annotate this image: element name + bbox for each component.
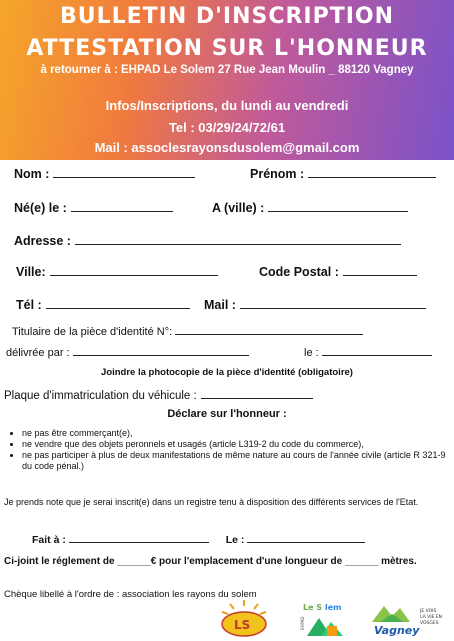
- title-line2: ATTESTATION SUR L'HONNEUR: [26, 36, 428, 61]
- cheque-note: Chèque libellé à l'ordre de : association les rayons du solem: [4, 589, 257, 600]
- phone-text: Tel : 03/29/24/72/61: [168, 120, 286, 135]
- id-number-label: Titulaire de la pièce d'identité N°:: [12, 326, 173, 338]
- ehpad-le-solem-logo: [297, 598, 352, 638]
- adresse-label: Adresse :: [14, 234, 71, 248]
- title-line1: BULLETIN D'INSCRIPTION: [59, 4, 395, 29]
- adresse-field[interactable]: [14, 233, 401, 248]
- prenom-line[interactable]: [308, 166, 436, 178]
- nom-field[interactable]: [14, 166, 195, 181]
- done-at-label: Fait à :: [32, 534, 66, 546]
- info-text: Infos/Inscriptions, du lundi au vendredi: [105, 98, 349, 113]
- code-postal-line[interactable]: [343, 264, 417, 276]
- svg-text:LA VIE EN: LA VIE EN: [420, 615, 443, 620]
- email-text: Mail : assoclesrayonsdusolem@gmail.com: [94, 140, 360, 155]
- delivered-date-line[interactable]: [322, 345, 432, 356]
- id-number-field[interactable]: [12, 324, 363, 338]
- photocopy-note: Joindre la photocopie de la pièce d'identité (obligatoire): [101, 367, 353, 378]
- svg-text:LS: LS: [234, 618, 251, 632]
- return-address: à retourner à : EHPAD Le Solem 27 Rue Jean Moulin _ 88120 Vagney: [40, 64, 414, 76]
- mail-field[interactable]: [204, 297, 426, 312]
- birthplace-field[interactable]: [212, 200, 408, 215]
- declaration-list: [8, 428, 452, 472]
- done-at-field[interactable]: [32, 532, 365, 546]
- birthplace-line[interactable]: [268, 200, 408, 212]
- adresse-line[interactable]: [75, 233, 401, 245]
- ville-line[interactable]: [50, 264, 218, 276]
- svg-text:EHPAD: EHPAD: [300, 616, 305, 630]
- list-item: • ne pas être commerçant(e),: [22, 428, 452, 439]
- tel-line[interactable]: [46, 297, 190, 309]
- prenom-field[interactable]: [250, 166, 436, 181]
- svg-text:JE VOIS: JE VOIS: [420, 609, 437, 614]
- svg-text:Le S: Le S: [303, 603, 323, 612]
- delivered-by-line[interactable]: [73, 345, 249, 356]
- list-item: • ne pas participer à plus de deux manifestations de même nature au cours de l'année civile (article R 321-9 du code pénal.): [22, 450, 452, 472]
- delivered-by-label: délivrée par :: [6, 347, 70, 359]
- tel-field[interactable]: [16, 297, 190, 312]
- tel-label: Tél :: [16, 298, 42, 312]
- svg-text:VOSGES: VOSGES: [420, 621, 439, 626]
- birthplace-label: A (ville) :: [212, 201, 265, 215]
- vagney-logo: [370, 600, 444, 638]
- birthdate-label: Né(e) le :: [14, 201, 67, 215]
- code-postal-field[interactable]: [259, 264, 417, 279]
- id-number-line[interactable]: [175, 324, 363, 335]
- payment-note: Ci-joint le réglement de ______€ pour l'emplacement d'une longueur de ______ mètres.: [4, 556, 417, 567]
- delivered-date-field[interactable]: [304, 345, 432, 359]
- list-item: • ne vendre que des objets peronnels et usagés (article L319-2 du code du commerce),: [22, 439, 452, 450]
- plate-label: Plaque d'immatriculation du véhicule :: [4, 390, 197, 402]
- mail-line[interactable]: [240, 297, 426, 309]
- code-postal-label: Code Postal :: [259, 265, 339, 279]
- nom-line[interactable]: [53, 166, 195, 178]
- svg-text:lem: lem: [325, 603, 342, 612]
- birthdate-field[interactable]: [14, 200, 173, 215]
- svg-text:Vagney: Vagney: [374, 624, 420, 637]
- done-at-line[interactable]: [69, 532, 209, 543]
- delivered-by-field[interactable]: [6, 345, 249, 359]
- delivered-date-label: le :: [304, 347, 319, 359]
- done-date-line[interactable]: [247, 532, 365, 543]
- rayons-du-solem-logo: [216, 598, 272, 638]
- done-date-label: Le :: [225, 534, 245, 546]
- registry-note: Je prends note que je serai inscrit(e) dans un registre tenu à disposition des différents services de l'Etat.: [4, 497, 419, 507]
- declaration-heading: Déclare sur l'honneur :: [167, 408, 287, 420]
- plate-field[interactable]: [4, 388, 313, 402]
- birthdate-line[interactable]: [71, 200, 173, 212]
- ville-label: Ville:: [16, 265, 46, 279]
- nom-label: Nom :: [14, 167, 50, 181]
- ville-field[interactable]: [16, 264, 218, 279]
- plate-line[interactable]: [201, 388, 313, 399]
- prenom-label: Prénom :: [250, 167, 305, 181]
- header-banner: [0, 0, 454, 160]
- mail-label: Mail :: [204, 298, 236, 312]
